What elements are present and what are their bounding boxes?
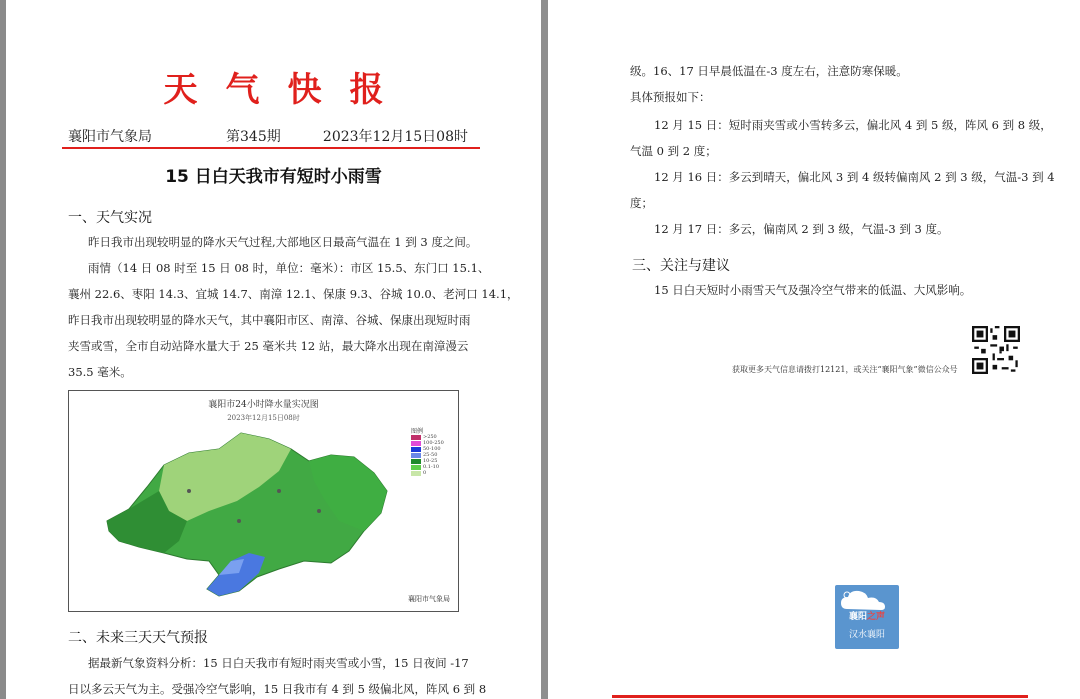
- section-2-body: [68, 676, 486, 699]
- section-3-body: [654, 277, 971, 303]
- forecast-day2: [654, 164, 1055, 190]
- text-line: 夹雪或雪，全市自动站降水量大于 25 毫米共 12 站，最大降水出现在南漳漫云: [68, 339, 469, 353]
- text-line: 具体预报如下：: [630, 90, 711, 104]
- legend-swatch: [411, 459, 421, 464]
- page-gap-middle: [541, 0, 548, 699]
- legend-label: 50-100: [423, 446, 441, 452]
- text-line: 雨情（14 日 08 时至 15 日 08 时，单位：毫米）：市区 15.5、东门口 15.1、: [88, 261, 490, 275]
- legend-entry: [411, 464, 444, 470]
- legend-label: 25-50: [423, 452, 438, 458]
- legend-swatch: [411, 447, 421, 452]
- forecast-continuation: [630, 58, 908, 110]
- text-line: 12 月 17 日：多云，偏南风 2 到 3 级，气温-3 到 3 度。: [654, 222, 949, 236]
- map-graphic: [69, 391, 458, 611]
- text-line: 15 日白天短时小雨雪天气及强冷空气带来的低温、大风影响。: [654, 283, 972, 297]
- forecast-day2-cont: [630, 190, 653, 216]
- legend-swatch: [411, 465, 421, 470]
- legend-label: 0.1-10: [423, 464, 440, 470]
- legend-label: 0: [423, 470, 427, 476]
- section-1-body: [68, 281, 519, 385]
- legend-entry: [411, 470, 444, 476]
- city-marker: [237, 519, 241, 523]
- text-line: 昨日我市出现较明显的降水天气，其中襄阳市区、南漳、谷城、保康出现短时雨: [68, 313, 471, 327]
- text-line: 35.5 毫米。: [68, 365, 132, 379]
- section-2-first-line: [88, 650, 469, 676]
- forecast-day1: [654, 112, 1052, 138]
- map-credit: 襄阳市气象局: [408, 595, 450, 603]
- masthead-title: 天气快报: [163, 70, 412, 110]
- legend-swatch: [411, 441, 421, 446]
- city-marker: [277, 489, 281, 493]
- text-line: 12 月 16 日：多云到晴天，偏北风 3 到 4 级转偏南风 2 到 3 级，气温-3 到 4: [654, 170, 1055, 184]
- precipitation-map: [68, 390, 459, 612]
- legend-swatch: [411, 435, 421, 440]
- legend-label: 100-250: [423, 440, 444, 446]
- map-title: 襄阳市24小时降水量实况图: [208, 400, 319, 410]
- section-title-1: 一、天气实况: [68, 210, 152, 226]
- legend-label: 10-25: [423, 458, 438, 464]
- legend-swatch: [411, 453, 421, 458]
- issue-number: 第345期: [226, 129, 281, 145]
- footer-rule: [612, 695, 1028, 698]
- logo-name-part1: 襄阳: [849, 612, 868, 622]
- qr-code[interactable]: [972, 326, 1020, 374]
- city-marker: [187, 489, 191, 493]
- forecast-day3: [654, 216, 948, 242]
- forecast-day1-cont: [630, 138, 717, 164]
- page-right: [548, 0, 1080, 699]
- issue-meta: [68, 126, 468, 144]
- text-line: 气温 0 到 2 度；: [630, 144, 717, 158]
- text-line: 日以多云天气为主。受强冷空气影响，15 日我市有 4 到 5 级偏北风，阵风 6 到 8: [68, 682, 487, 696]
- section-title-3: 三、关注与建议: [632, 258, 730, 274]
- station-logo: [835, 585, 899, 649]
- legend-rows: [411, 434, 444, 476]
- qr-caption: 获取更多天气信息请拨打12121，或关注“襄阳气象”微信公众号: [732, 365, 958, 374]
- section-title-2: 二、未来三天天气预报: [68, 630, 208, 646]
- logo-name-part2: 之声: [867, 612, 886, 622]
- headline: 15 日白天我市有短时小雨雪: [165, 167, 382, 187]
- issue-date: 2023年12月15日08时: [322, 129, 468, 145]
- section-1-first-line: [88, 229, 489, 281]
- legend-swatch: [411, 471, 421, 476]
- text-line: 据最新气象资料分析：15 日白天我市有短时雨夹雪或小雪，15 日夜间 -17: [88, 656, 469, 670]
- legend-label: >250: [423, 434, 437, 440]
- text-line: 级。16、17 日早晨低温在-3 度左右，注意防寒保暖。: [630, 64, 908, 78]
- text-line: 襄州 22.6、枣阳 14.3、宜城 14.7、南漳 12.1、保康 9.3、谷城 10.0、老河口 14.1，: [68, 287, 519, 301]
- map-legend: [411, 426, 444, 476]
- masthead-rule: [62, 147, 480, 149]
- logo-slogan: 汉水襄阳: [848, 630, 885, 640]
- map-subtitle: 2023年12月15日08时: [227, 414, 300, 422]
- issuer: 襄阳市气象局: [68, 129, 152, 145]
- logo-station-name: [849, 609, 885, 622]
- text-line: 12 月 15 日：短时雨夹雪或小雪转多云，偏北风 4 到 5 级，阵风 6 到 8 级，: [654, 118, 1052, 132]
- text-line: 昨日我市出现较明显的降水天气过程,大部地区日最高气温在 1 到 3 度之间。: [88, 235, 478, 249]
- text-line: 度；: [630, 196, 653, 210]
- page-left: [6, 0, 541, 699]
- legend-title: 图例: [411, 428, 424, 435]
- city-marker: [317, 509, 321, 513]
